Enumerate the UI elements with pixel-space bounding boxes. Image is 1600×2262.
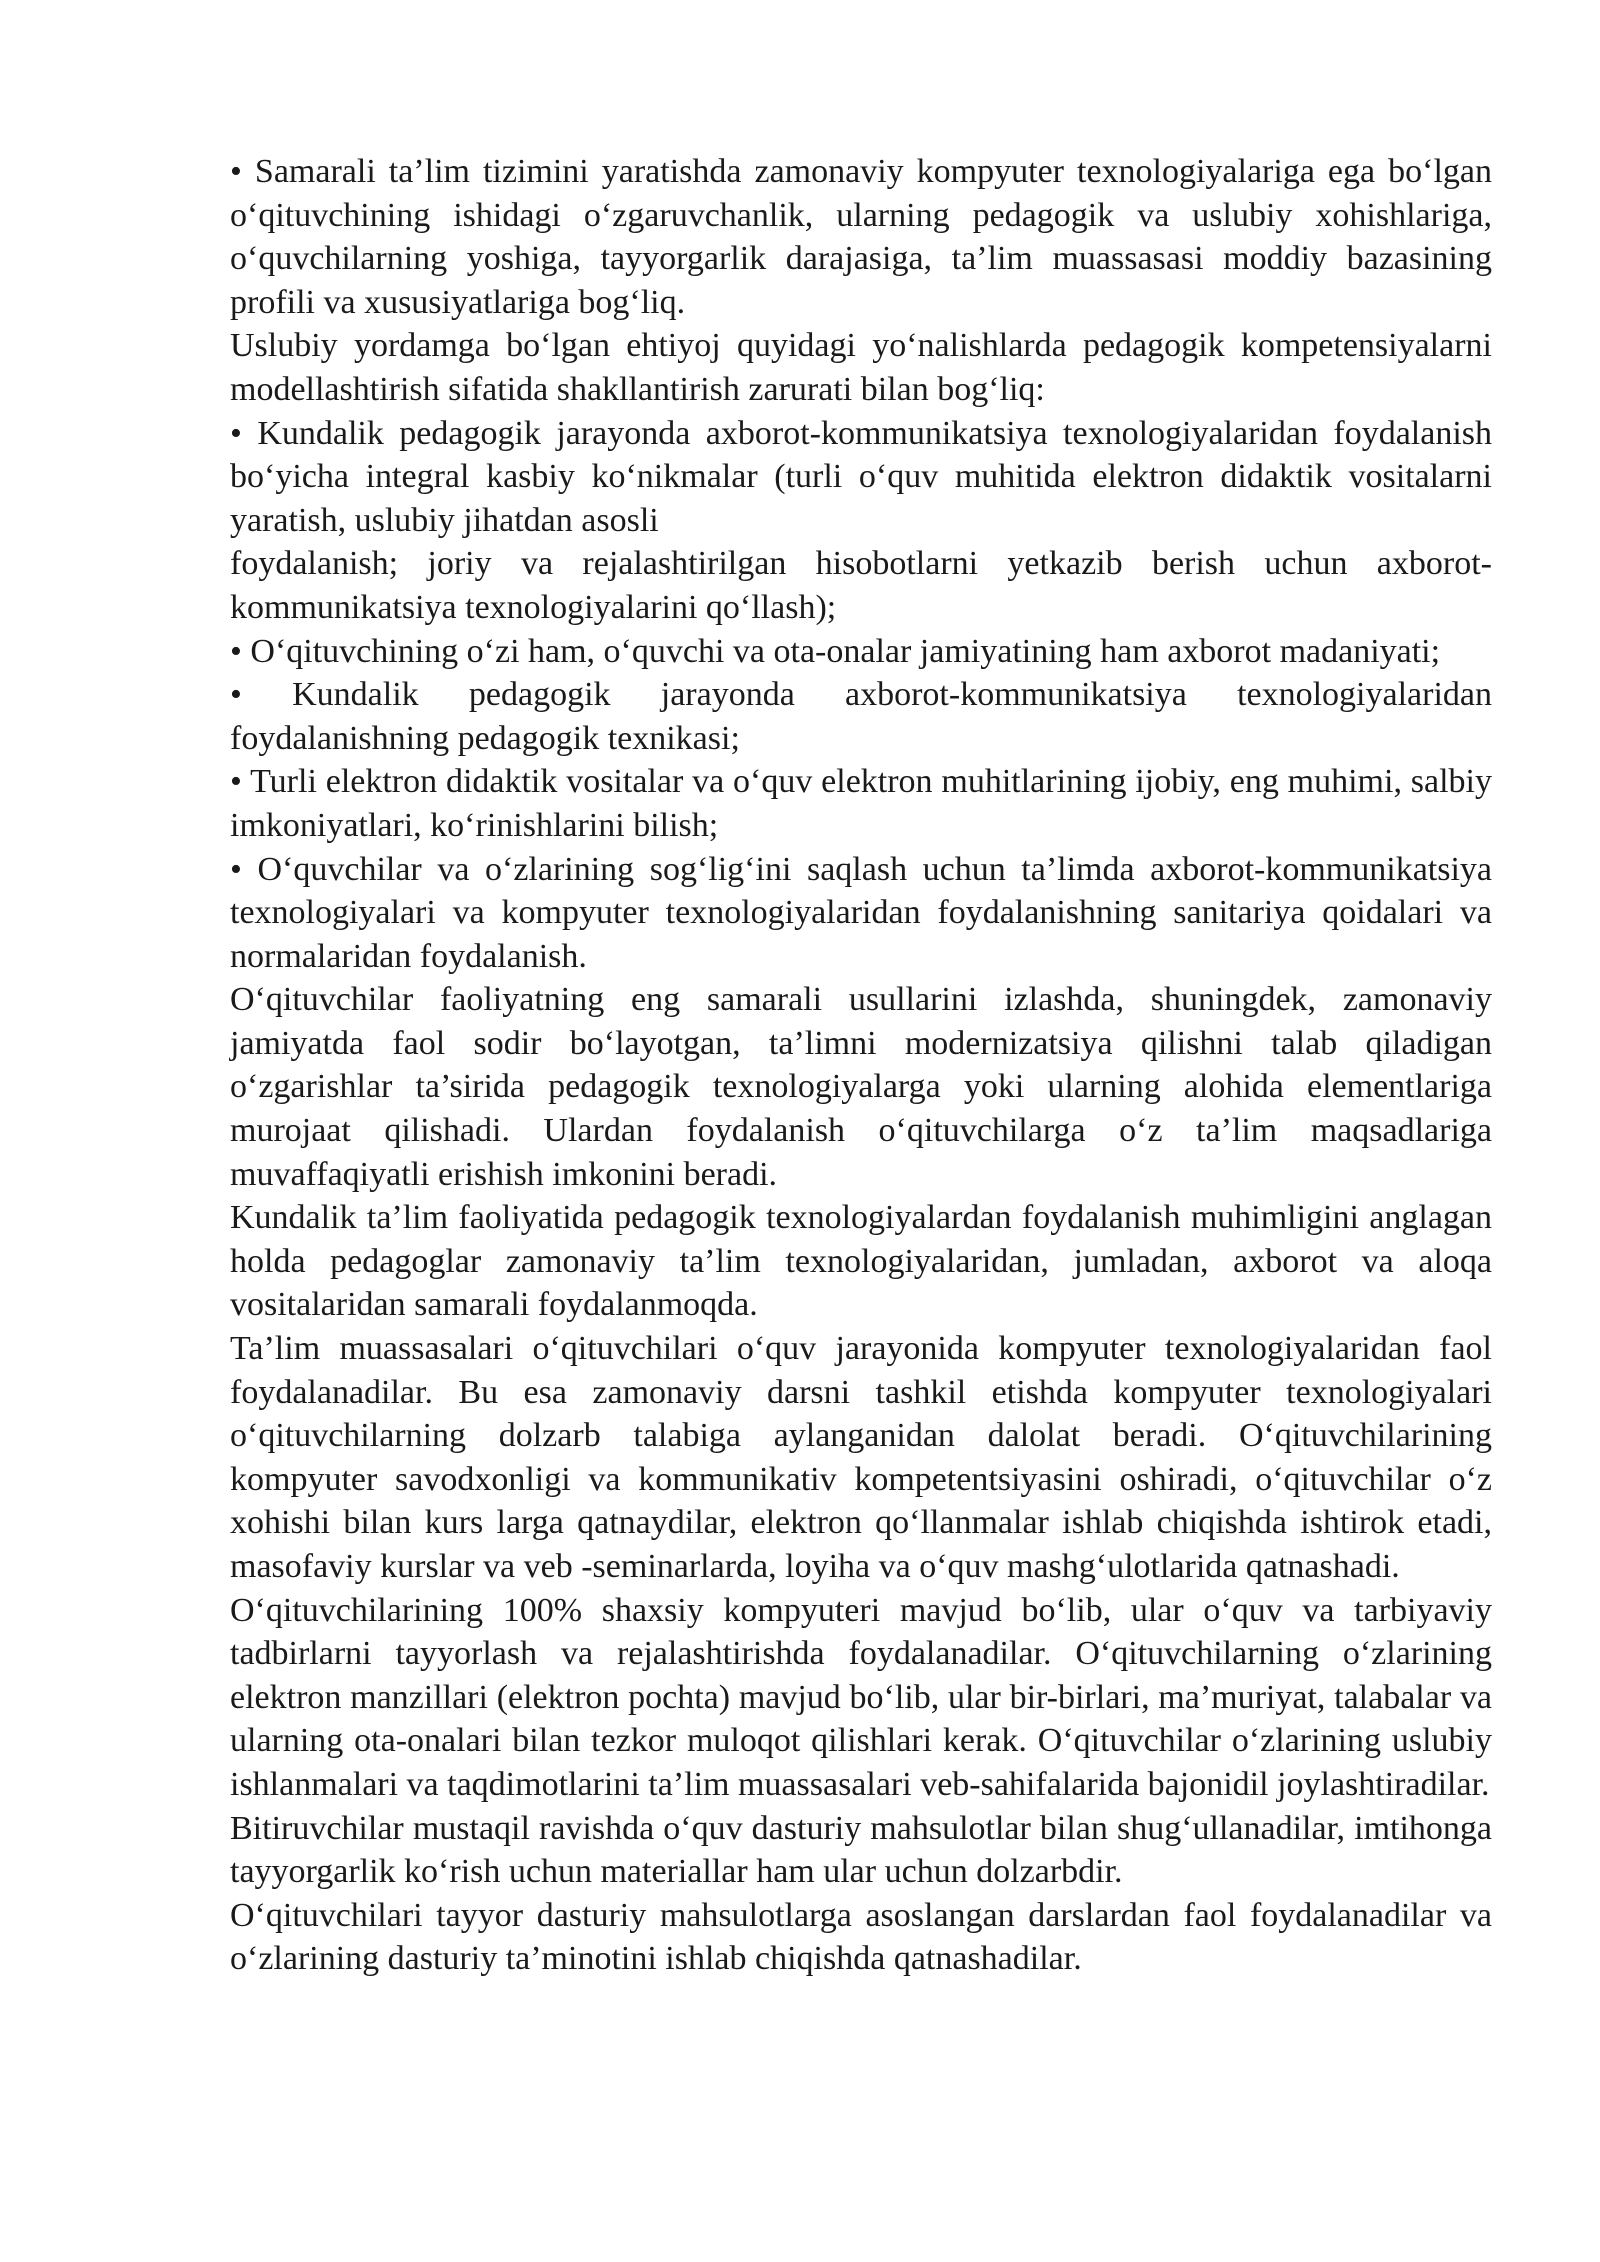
paragraph-bullet-sanitary-rules: • O‘quvchilar va o‘zlarining sog‘lig‘ini saqlash uchun ta’limda axborot-kommunikatsiya texnologiyalari va kompyuter texnologiyalaridan foydalanishning sanitariya qoidalari va normalaridan foydalanish. (230, 850, 1492, 975)
paragraph-graduates: Bitiruvchilar mustaqil ravishda o‘quv dasturiy mahsulotlar bilan shug‘ullanadilar, imtihonga tayyorgarlik ko‘rish uchun materiallar ham ular uchun dolzarbdir. (230, 1809, 1492, 1891)
paragraph-institutions-computers: Ta’lim muassasalari o‘qituvchilari o‘quv jarayonida kompyuter texnologiyalaridan faol foydalanadilar. Bu esa zamonaviy darsni tashkil etishda kompyuter texnologiyalari o‘qituvchilarning dolzarb talabiga aylanganidan dalolat beradi. O‘qituvchilarining kompyuter savodxonligi va kommunikativ kompetentsiyasini oshiradi, o‘qituvchilar o‘z xohishi bilan kurs larga qatnaydilar, elektron qo‘llanmalar ishlab chiqishda ishtirok etadi, masofaviy kurslar va veb -seminarlarda, loyiha va o‘quv mashg‘ulotlarida qatnashadi. (230, 1330, 1492, 1585)
paragraph-methodological-support: Uslubiy yordamga bo‘lgan ehtiyoj quyidagi yo‘nalishlarda pedagogik kompetensiyalarni modellashtirish sifatida shakllantirish zarurati bilan bog‘liq: (230, 327, 1492, 408)
paragraph-personal-computers: O‘qituvchilarining 100% shaxsiy kompyuteri mavjud bo‘lib, ular o‘quv va tarbiyaviy tadbirlarni tayyorlash va rejalashtirishda foydalanadilar. O‘qituvchilarning o‘zlarining elektron manzillari (elektron pochta) mavjud bo‘lib, ular bir-birlari, ma’muriyat, talabalar va ularning ota-onalari bilan tezkor muloqot qilishlari kerak. O‘qituvchilar o‘zlarining uslubiy ishlanmalari va taqdimotlarini ta’lim muassasalari veb-sahifalarida bajonidil joylashtiradilar. (230, 1591, 1492, 1803)
paragraph-bullet-pedagogical-technique: • Kundalik pedagogik jarayonda axborot-kommunikatsiya texnologiyalaridan foydalanishning pedagogik texnikasi; (230, 676, 1492, 757)
document-body (230, 150, 1492, 1981)
paragraph-bullet-effective-education: • Samarali ta’lim tizimini yaratishda zamonaviy kompyuter texnologiyalariga ega bo‘lgan o‘qituvchining ishidagi o‘zgaruvchanlik, ularning pedagogik va uslubiy xohishlariga, o‘quvchilarning yoshiga, tayyorgarlik darajasiga, ta’lim muassasasi moddiy bazasining profili va xususiyatlariga bog‘liq. (230, 153, 1492, 321)
paragraph-reporting-continuation: foydalanish; joriy va rejalashtirilgan hisobotlarni yetkazib berish uchun axborot-kommunikatsiya texnologiyalarini qo‘llash); (230, 545, 1492, 626)
paragraph-daily-activity: Kundalik ta’lim faoliyatida pedagogik texnologiyalardan foydalanish muhimligini anglagan holda pedagoglar zamonaviy ta’lim texnologiyalaridan, jumladan, axborot va aloqa vositalaridan samarali foydalanmoqda. (230, 1199, 1492, 1324)
paragraph-bullet-information-culture: • O‘qituvchining o‘zi ham, o‘quvchi va ota-onalar jamiyatining ham axborot madaniyati; (230, 632, 1441, 670)
paragraph-bullet-integral-skills: • Kundalik pedagogik jarayonda axborot-kommunikatsiya texnologiyalaridan foydalanish bo‘yicha integral kasbiy ko‘nikmalar (turli o‘quv muhitida elektron didaktik vositalarni yaratish, uslubiy jihatdan asosli (230, 414, 1492, 539)
paragraph-ready-software: O‘qituvchilari tayyor dasturiy mahsulotlarga asoslangan darslardan faol foydalanadilar va o‘zlarining dasturiy ta’minotini ishlab chiqishda qatnashadilar. (230, 1896, 1492, 1978)
paragraph-teachers-methods: O‘qituvchilar faoliyatning eng samarali usullarini izlashda, shuningdek, zamonaviy jamiyatda faol sodir bo‘layotgan, ta’limni modernizatsiya qilishni talab qiladigan o‘zgarishlar ta’sirida pedagogik texnologiyalarga yoki ularning alohida elementlariga murojaat qilishadi. Ulardan foydalanish o‘qituvchilarga o‘z ta’lim maqsadlariga muvaffaqiyatli erishish imkonini beradi. (230, 981, 1492, 1193)
paragraph-bullet-electronic-tools: • Turli elektron didaktik vositalar va o‘quv elektron muhitlarining ijobiy, eng muhimi, salbiy imkoniyatlari, ko‘rinishlarini bilish; (230, 763, 1492, 844)
